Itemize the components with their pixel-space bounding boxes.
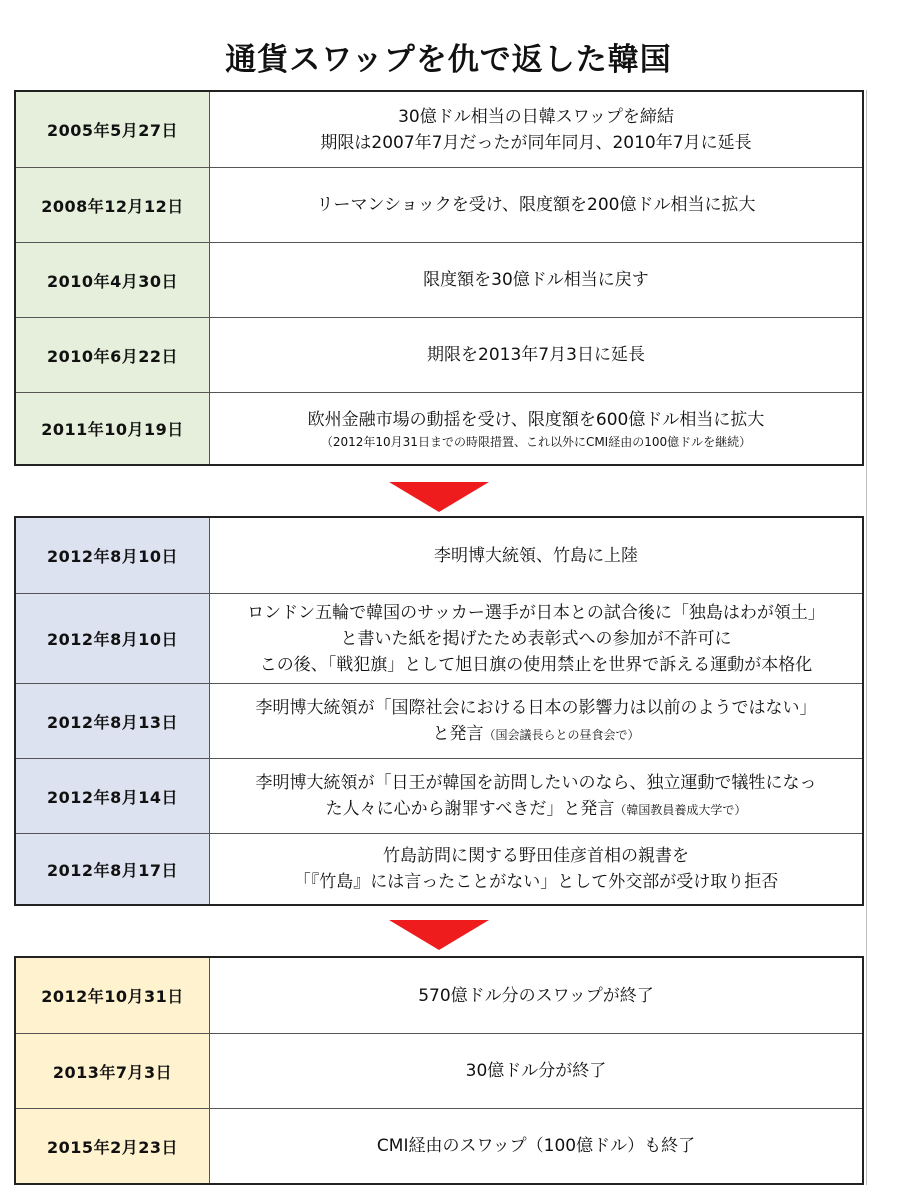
event-line-small: （韓国教員養成大学で） xyxy=(614,802,747,817)
event-cell xyxy=(210,834,862,904)
event-line: リーマンショックを受け、限度額を200億ドル相当に拡大 xyxy=(316,195,756,215)
date-cell: 2010年4月30日 xyxy=(16,243,210,317)
table-row xyxy=(16,518,862,593)
section-korean-actions xyxy=(14,516,864,906)
event-line: 李明博大統領、竹島に上陸 xyxy=(434,545,638,566)
page-title: 通貨スワップを仇で返した韓国 xyxy=(225,42,672,78)
date-cell: 2012年10月31日 xyxy=(16,958,210,1033)
event-cell xyxy=(210,1109,862,1183)
table-row xyxy=(16,1108,862,1183)
event-cell xyxy=(210,393,862,464)
date-cell: 2012年8月10日 xyxy=(16,594,210,683)
date-cell: 2010年6月22日 xyxy=(16,318,210,392)
event-line: 30億ドル分が終了 xyxy=(465,1061,607,1081)
event-cell xyxy=(210,92,862,167)
event-line: 欧州金融市場の動揺を受け、限度額を600億ドル相当に拡大 xyxy=(307,409,765,430)
event-line-text: た人々に心から謝罪すべきだ」と発言 xyxy=(325,798,615,819)
event-line: 570億ドル分のスワップが終了 xyxy=(418,985,654,1006)
event-line xyxy=(326,796,747,823)
event-line-small: （国会議長らとの昼食会で） xyxy=(483,727,640,742)
event-cell xyxy=(210,168,862,242)
event-line: 李明博大統領が「日王が韓国を訪問したいのなら、独立運動で犠牲になっ xyxy=(255,772,817,793)
date-cell: 2012年8月14日 xyxy=(16,759,210,833)
event-cell xyxy=(210,1034,862,1108)
date-cell: 2013年7月3日 xyxy=(16,1034,210,1108)
date-cell: 2012年8月17日 xyxy=(16,834,210,904)
event-note: （2012年10月31日までの時限措置、これ以外にCMI経由の100億ドルを継続） xyxy=(320,434,752,449)
table-row xyxy=(16,958,862,1033)
table-row xyxy=(16,242,862,317)
event-line: 期限は2007年7月だったが同年同月、2010年7月に延長 xyxy=(320,132,752,153)
event-line-text: と発言 xyxy=(432,723,484,744)
event-line xyxy=(432,721,639,748)
table-row xyxy=(16,758,862,833)
section-swap-history xyxy=(14,90,864,466)
table-row xyxy=(16,317,862,392)
table-row xyxy=(16,683,862,758)
table-row xyxy=(16,1033,862,1108)
table-row xyxy=(16,392,862,464)
table-row xyxy=(16,167,862,242)
event-cell xyxy=(210,318,862,392)
table-row xyxy=(16,92,862,167)
down-arrow-icon xyxy=(389,482,489,512)
date-cell: 2011年10月19日 xyxy=(16,393,210,464)
table-row xyxy=(16,833,862,904)
event-line: ロンドン五輪で韓国のサッカー選手が日本との試合後に「独島はわが領土」 xyxy=(247,602,825,623)
event-cell xyxy=(210,594,862,683)
event-cell xyxy=(210,518,862,593)
event-line: この後、「戦犯旗」として旭日旗の使用禁止を世界で訴える運動が本格化 xyxy=(259,654,813,675)
event-line: 「『竹島』には言ったことがない」として外交部が受け取り拒否 xyxy=(293,872,779,892)
event-cell xyxy=(210,759,862,833)
event-line: 李明博大統領が「国際社会における日本の影響力は以前のようではない」 xyxy=(255,697,817,718)
date-cell: 2012年8月13日 xyxy=(16,684,210,758)
right-edge-line xyxy=(866,90,867,1185)
event-line: 30億ドル相当の日韓スワップを締結 xyxy=(398,106,674,127)
down-arrow-icon xyxy=(389,920,489,950)
event-cell xyxy=(210,243,862,317)
event-line: と書いた紙を掲げたため表彰式への参加が不許可に xyxy=(340,628,732,649)
event-line: 限度額を30億ドル相当に戻す xyxy=(423,270,649,290)
date-cell: 2005年5月27日 xyxy=(16,92,210,167)
section-swap-termination xyxy=(14,956,864,1185)
event-cell xyxy=(210,684,862,758)
date-cell: 2015年2月23日 xyxy=(16,1109,210,1183)
date-cell: 2012年8月10日 xyxy=(16,518,210,593)
event-line: 竹島訪問に関する野田佳彦首相の親書を xyxy=(383,846,689,866)
event-line: 期限を2013年7月3日に延長 xyxy=(427,345,645,365)
event-line: CMI経由のスワップ（100億ドル）も終了 xyxy=(376,1136,696,1156)
table-row xyxy=(16,593,862,683)
date-cell: 2008年12月12日 xyxy=(16,168,210,242)
event-cell xyxy=(210,958,862,1033)
